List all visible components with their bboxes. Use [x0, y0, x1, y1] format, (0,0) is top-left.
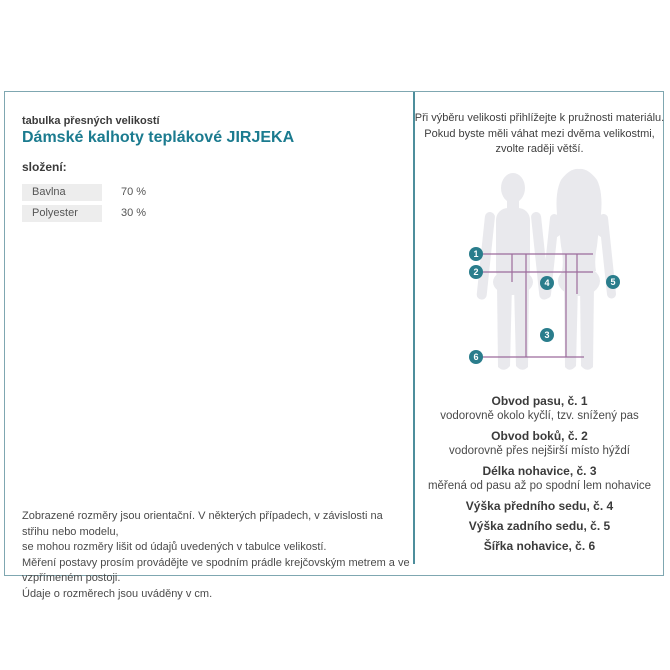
- marker-3-badge: 3: [540, 328, 554, 342]
- female-silhouette: [542, 169, 617, 370]
- marker-2-badge: 2: [469, 265, 483, 279]
- measurement-title: Obvod pasu, č. 1: [491, 394, 588, 408]
- eyebrow-label: tabulka přesných velikostí: [22, 115, 160, 127]
- table-row: [22, 205, 242, 222]
- measurement-title: Šířka nohavice, č. 6: [483, 539, 596, 553]
- marker-6-badge: 6: [469, 350, 483, 364]
- measurement-title: Délka nohavice, č. 3: [482, 464, 597, 478]
- material-name: Bavlna: [22, 184, 102, 201]
- measurement-list: [414, 394, 665, 559]
- size-advice-line: Pokud byste měli váhat mezi dvěma velikostmi,: [424, 127, 655, 140]
- marker-1-badge: 1: [469, 247, 483, 261]
- marker-5-badge: 5: [606, 275, 620, 289]
- composition-label: složení:: [22, 160, 67, 174]
- measurement-title: Obvod boků, č. 2: [491, 429, 588, 443]
- size-advice-line: zvolte raději větší.: [495, 143, 584, 155]
- measurement-item: [414, 429, 665, 459]
- material-percent: 30 %: [121, 207, 147, 219]
- material-name: Polyester: [22, 205, 102, 222]
- measurement-desc: vodorovně okolo kyčlí, tzv. snížený pas: [440, 410, 639, 422]
- composition-table: [22, 184, 242, 226]
- measurement-item: [414, 519, 665, 534]
- page-title: Dámské kalhoty teplákové JIRJEKA: [22, 129, 295, 146]
- material-percent: 70 %: [121, 186, 147, 198]
- marker-4-badge: 4: [540, 276, 554, 290]
- measurement-title: Výška zadního sedu, č. 5: [468, 519, 611, 533]
- measurement-desc: vodorovně přes nejširší místo hýždí: [449, 445, 630, 457]
- measurement-item: [414, 499, 665, 514]
- disclaimer-line: Zobrazené rozměry jsou orientační. V některých případech, v závislosti na střihu nebo modelu,: [22, 510, 383, 538]
- measurement-item: [414, 539, 665, 554]
- size-chart-panel: [4, 91, 665, 600]
- male-silhouette: [476, 173, 550, 370]
- table-row: [22, 184, 242, 201]
- size-advice-text: [414, 111, 665, 158]
- disclaimer-line: Údaje o rozměrech jsou uváděny v cm.: [22, 587, 213, 600]
- measurement-desc: měřená od pasu až po spodní lem nohavice: [427, 480, 652, 492]
- disclaimer-line: se mohou rozměry lišit od údajů uvedených v tabulce velikostí.: [22, 541, 327, 553]
- disclaimer-text: [22, 509, 412, 602]
- measurement-item: [414, 394, 665, 424]
- size-advice-line: Při výběru velikosti přihlížejte k pružnosti materiálu.: [414, 112, 665, 124]
- measurement-item: [414, 464, 665, 494]
- measurement-title: Výška předního sedu, č. 4: [465, 499, 614, 513]
- measurement-diagram: [456, 166, 661, 381]
- disclaimer-line: Měření postavy prosím provádějte ve spodním prádle krejčovským metrem a ve vzpřímeném postoji.: [22, 556, 410, 584]
